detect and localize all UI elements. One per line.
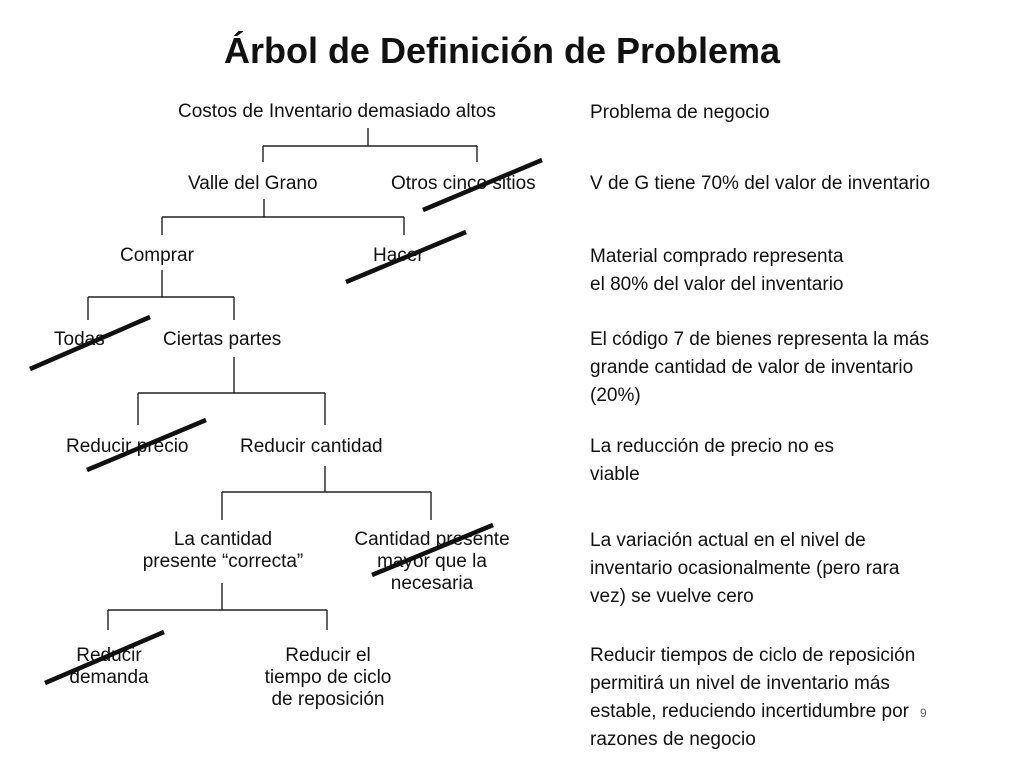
note-vdeg	[590, 170, 930, 198]
note-line: La reducción de precio no es	[590, 436, 834, 457]
note-line: Material comprado representa	[590, 246, 844, 267]
note-variacion	[590, 527, 899, 611]
note-line: Problema de negocio	[590, 102, 770, 123]
note-line: Reducir tiempos de ciclo de reposición	[590, 645, 916, 666]
note-line: V de G tiene 70% del valor de inventario	[590, 173, 931, 194]
node-reducir-precio: Reducir precio	[66, 436, 189, 457]
node-hacer: Hacer	[373, 245, 424, 266]
node-line: de reposición	[271, 689, 385, 710]
note-material-comprado	[590, 243, 844, 299]
page-number: 9	[920, 706, 927, 720]
note-line: estable, reduciendo incertidumbre por	[590, 701, 909, 722]
note-problema	[590, 99, 770, 127]
node-ciertas-partes: Ciertas partes	[163, 329, 282, 350]
node-root: Costos de Inventario demasiado altos	[178, 101, 496, 122]
node-reducir-demanda	[69, 645, 148, 689]
node-reducir-cantidad: Reducir cantidad	[240, 436, 383, 457]
note-line: vez) se vuelve cero	[590, 586, 754, 607]
node-comprar: Comprar	[120, 245, 194, 266]
node-line: demanda	[69, 667, 149, 688]
note-line: razones de negocio	[590, 729, 756, 750]
node-line: mayor que la	[377, 551, 487, 572]
node-line: necesaria	[390, 573, 474, 594]
node-line: presente “correcta”	[142, 551, 304, 572]
node-line: Reducir el	[285, 645, 371, 666]
node-line: La cantidad	[173, 529, 273, 550]
node-cantidad-correcta	[143, 529, 304, 573]
note-codigo-7	[590, 326, 929, 410]
note-line: permitirá un nivel de inventario más	[590, 673, 890, 694]
node-reducir-tiempo-ciclo	[265, 645, 392, 711]
note-line: La variación actual en el nivel de	[590, 530, 866, 551]
node-line: Cantidad presente	[354, 529, 510, 550]
slide-title: Árbol de Definición de Problema	[223, 30, 781, 71]
note-line: grande cantidad de valor de inventario	[590, 357, 914, 378]
note-line: viable	[590, 464, 640, 485]
node-line: tiempo de ciclo	[264, 667, 392, 688]
note-line: (20%)	[590, 385, 641, 406]
note-line: El código 7 de bienes representa la más	[590, 329, 930, 350]
node-valle-del-grano: Valle del Grano	[188, 173, 318, 194]
note-line: el 80% del valor del inventario	[590, 274, 844, 295]
node-todas: Todas	[54, 329, 105, 350]
note-reduccion-precio	[590, 433, 834, 489]
node-cantidad-mayor	[354, 529, 509, 595]
note-reducir-tiempos	[590, 642, 915, 754]
note-line: inventario ocasionalmente (pero rara	[590, 558, 900, 579]
node-line: Reducir	[76, 645, 142, 666]
node-otros-cinco-sitios: Otros cinco sitios	[391, 173, 536, 194]
